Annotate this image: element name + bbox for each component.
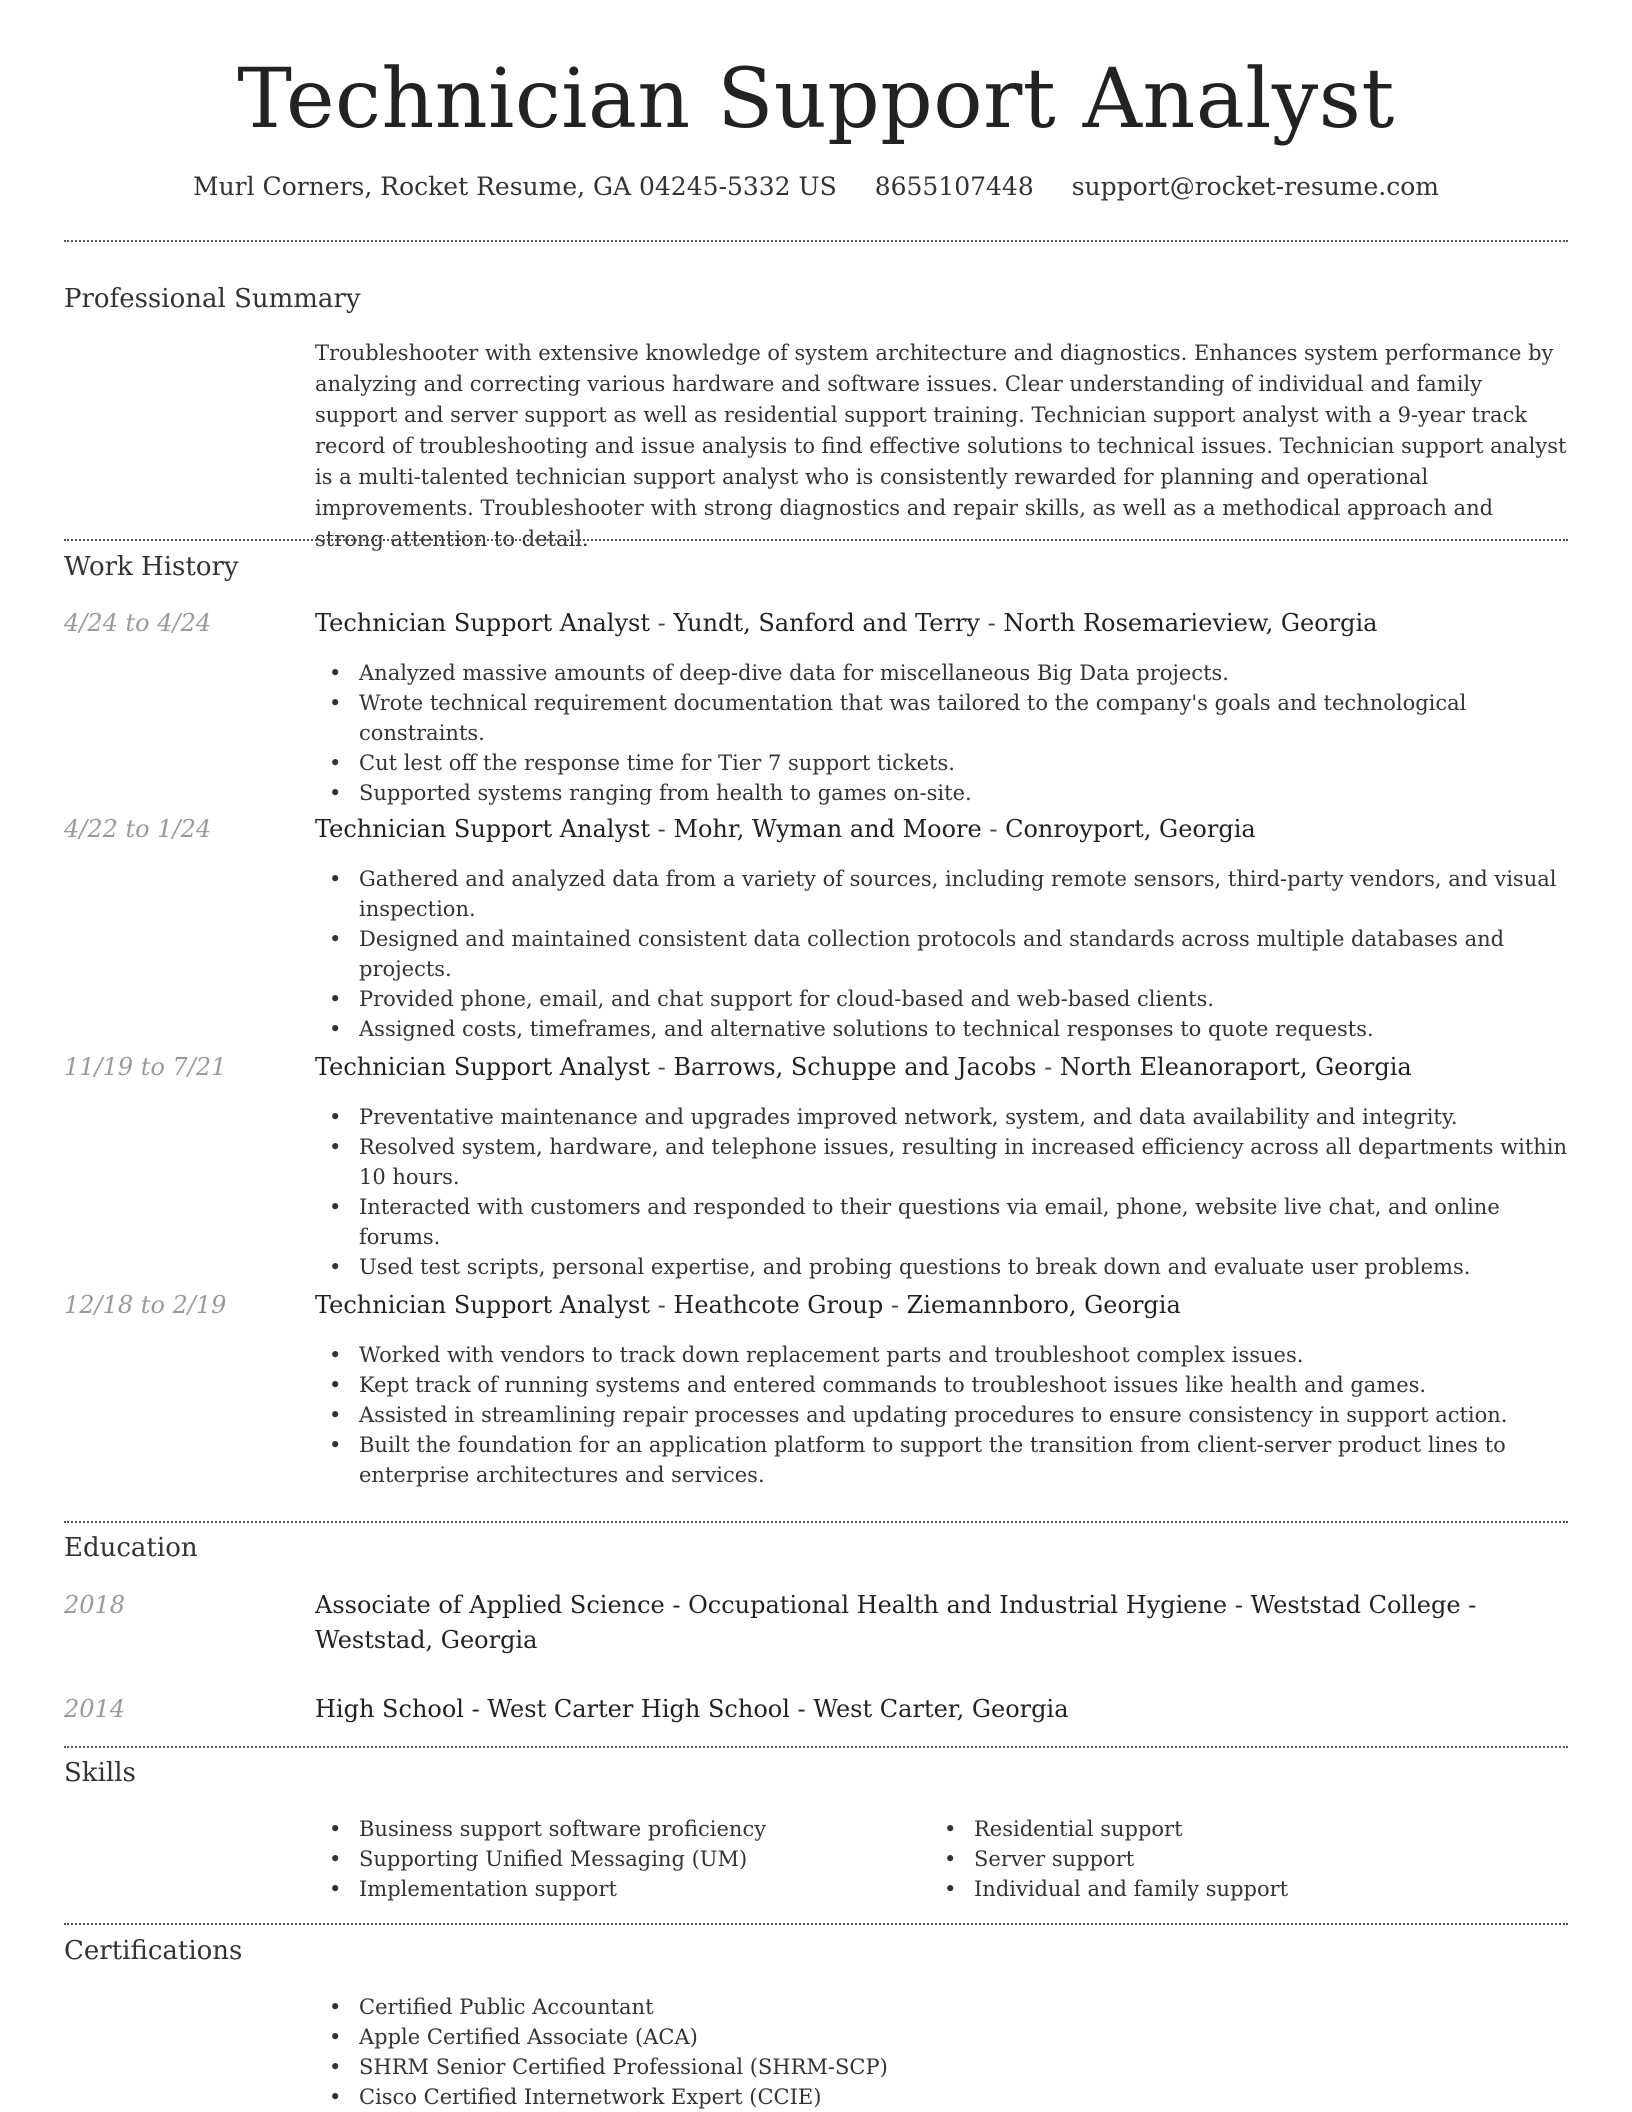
separator: - [650,1053,674,1081]
job-title: Technician Support Analyst [315,1291,651,1319]
job-location: Ziemannboro, Georgia [906,1291,1181,1319]
summary-text: Troubleshooter with extensive knowledge of system architecture and diagnostics. Enhances system performance by analyzing and correcting various hardware and software issues. Clear understanding of individual and family support and server support as well as residential support training. Technician support analyst with a 9-year track record of troubleshooting and issue analysis to find effective solutions to technical issues. Technician support analyst is a multi-talented technician support analyst who is consistently rewarded for planning and operational improvements. Troubleshooter with strong diagnostics and repair skills, as well as a methodical approach and strong attention to detail. [315,341,1567,551]
skills-list-left [315,1814,915,1904]
contact-phone: 8655107448 [874,172,1034,201]
list-item: • Supported systems ranging from health to games on-site. [315,778,1568,808]
separator: - [650,609,674,637]
list-item: • Assisted in streamlining repair processes and updating procedures to ensure consistency in support action. [315,1400,1568,1430]
job-dates: 4/24 to 4/24 [64,609,212,637]
skill-item: • Residential support [930,1814,1530,1844]
list-item: • Cut lest off the response time for Tier 7 support tickets. [315,748,1568,778]
job-location: North Rosemarieview, Georgia [1003,609,1378,637]
education-year: 2014 [64,1695,126,1723]
education-heading: Education [64,1533,198,1563]
certifications-heading: Certifications [64,1936,243,1966]
job-bullets [315,658,1568,808]
education-entry: Associate of Applied Science - Occupational Health and Industrial Hygiene - Weststad College - Weststad, Georgia [315,1591,1477,1654]
job-location: North Eleanoraport, Georgia [1059,1053,1412,1081]
list-item: • Interacted with customers and responded to their questions via email, phone, website live chat, and online forums. [315,1192,1568,1252]
job-bullets [315,1102,1568,1282]
summary-heading: Professional Summary [64,284,361,314]
job-role [315,606,1568,641]
certification-item: • SHRM Senior Certified Professional (SHRM-SCP) [315,2052,1315,2082]
job-role [315,812,1568,847]
contact-address: Murl Corners, Rocket Resume, GA 04245-5332 US [192,172,837,201]
separator: - [650,815,674,843]
job-company: Yundt, Sanford and Terry [673,609,980,637]
certification-item: • Apple Certified Associate (ACA) [315,2022,1315,2052]
education-year: 2018 [64,1591,126,1619]
job-bullets [315,864,1568,1044]
job-company: Heathcote Group [673,1291,884,1319]
work-history-heading: Work History [64,552,239,582]
education-entry: High School - West Carter High School - West Carter, Georgia [315,1695,1069,1723]
separator: - [883,1291,907,1319]
resume-title: Technician Support Analyst [237,52,1395,147]
divider [64,240,1568,242]
certification-item: • Cisco Certified Internetwork Expert (CCIE) [315,2082,1315,2112]
job-dates: 12/18 to 2/19 [64,1291,227,1319]
list-item: • Wrote technical requirement documentation that was tailored to the company's goals and technological constraints. [315,688,1568,748]
job-dates: 4/22 to 1/24 [64,815,212,843]
job-company: Mohr, Wyman and Moore [673,815,982,843]
job-bullets [315,1340,1568,1490]
contact-email: support@rocket-resume.com [1071,172,1440,201]
divider [64,1746,1568,1748]
divider [64,539,1568,541]
job-dates: 11/19 to 7/21 [64,1053,227,1081]
certifications-list [315,1992,1315,2112]
job-title: Technician Support Analyst [315,815,651,843]
list-item: • Used test scripts, personal expertise, and probing questions to break down and evaluate user problems. [315,1252,1568,1282]
list-item: • Designed and maintained consistent data collection protocols and standards across multiple databases and projects. [315,924,1568,984]
certification-item: • Certified Public Accountant [315,1992,1315,2022]
list-item: • Provided phone, email, and chat support for cloud-based and web-based clients. [315,984,1568,1014]
divider [64,1923,1568,1925]
divider [64,1521,1568,1523]
list-item: • Worked with vendors to track down replacement parts and troubleshoot complex issues. [315,1340,1568,1370]
list-item: • Analyzed massive amounts of deep-dive data for miscellaneous Big Data projects. [315,658,1568,688]
skill-item: • Server support [930,1844,1530,1874]
job-location: Conroyport, Georgia [1005,815,1256,843]
skills-heading: Skills [64,1758,136,1788]
list-item: • Preventative maintenance and upgrades improved network, system, and data availability and integrity. [315,1102,1568,1132]
list-item: • Kept track of running systems and entered commands to troubleshoot issues like health and games. [315,1370,1568,1400]
separator: - [981,815,1006,843]
list-item: • Gathered and analyzed data from a variety of sources, including remote sensors, third-party vendors, and visual inspection. [315,864,1568,924]
list-item: • Resolved system, hardware, and telephone issues, resulting in increased efficiency across all departments within 10 hours. [315,1132,1568,1192]
list-item: • Assigned costs, timeframes, and alternative solutions to technical responses to quote requests. [315,1014,1568,1044]
job-company: Barrows, Schuppe and Jacobs [673,1053,1037,1081]
skills-list-right [930,1814,1530,1904]
job-role [315,1288,1568,1323]
skill-item: • Supporting Unified Messaging (UM) [315,1844,915,1874]
list-item: • Built the foundation for an application platform to support the transition from client-server product lines to enterprise architectures and services. [315,1430,1568,1490]
separator: - [1036,1053,1060,1081]
skill-item: • Business support software proficiency [315,1814,915,1844]
skill-item: • Individual and family support [930,1874,1530,1904]
contact-line [64,172,1568,201]
separator: - [650,1291,674,1319]
skill-item: • Implementation support [315,1874,915,1904]
job-title: Technician Support Analyst [315,609,651,637]
job-role [315,1050,1568,1085]
job-title: Technician Support Analyst [315,1053,651,1081]
separator: - [979,609,1004,637]
